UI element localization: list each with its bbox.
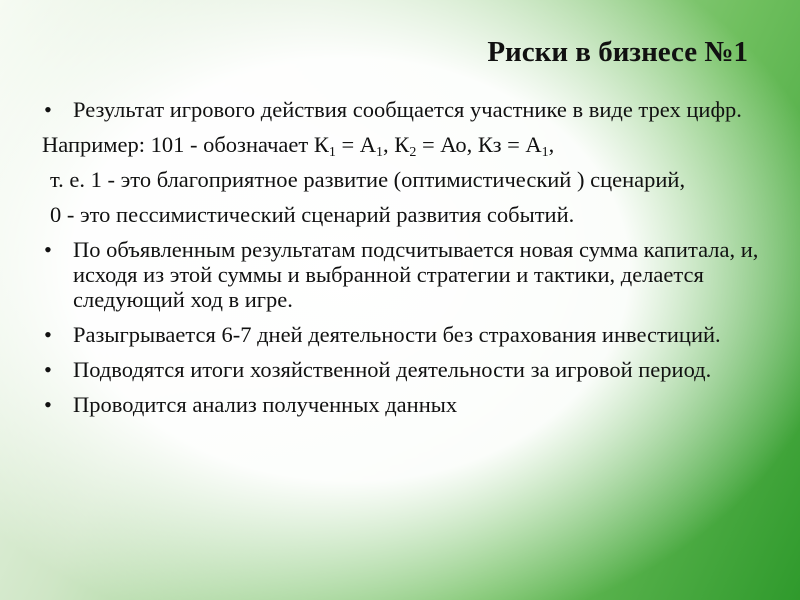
list-item (42, 97, 770, 122)
list-item (42, 357, 770, 382)
subscript: 1 (376, 145, 384, 160)
slide-title: Риски в бизнесе №1 (487, 36, 748, 68)
example-text: , (548, 132, 555, 157)
example-text: , К (383, 132, 410, 157)
list-item-text: Подводятся итоги хозяйственной деятельности за игровой период. (73, 357, 712, 382)
bullet-icon: • (44, 97, 52, 122)
explanation-line: 0 - это пессимистический сценарий развития событий. (50, 202, 575, 227)
list-item (42, 237, 770, 312)
subscript: 1 (541, 145, 549, 160)
list-item-text: По объявленным результатам подсчитывается новая сумма капитала, и, исходя из этой суммы и выбранной стратегии и тактики, делается следующий ход в игре. (73, 237, 759, 312)
subscript: 2 (409, 145, 417, 160)
bullet-icon: • (44, 237, 52, 262)
subscript: 1 (328, 145, 336, 160)
list-item (42, 392, 770, 417)
example-line (42, 132, 770, 160)
example-text: Например: 101 - обозначает К (42, 132, 329, 157)
bullet-icon: • (44, 357, 52, 382)
list-item-text: Результат игрового действия сообщается участнике в виде трех цифр. (73, 97, 742, 122)
explanation-line: т. е. 1 - это благоприятное развитие (оптимистический ) сценарий, (50, 167, 686, 192)
list-item-text: Разыгрывается 6-7 дней деятельности без страхования инвестиций. (73, 322, 721, 347)
list-item (42, 322, 770, 347)
list-item-text: Проводится анализ полученных данных (73, 392, 458, 417)
example-text: = Ао, Кз = А (416, 132, 542, 157)
example-text: = А (335, 132, 377, 157)
bullet-icon: • (44, 322, 52, 347)
bullet-icon: • (44, 392, 52, 417)
slide-content (42, 97, 770, 427)
